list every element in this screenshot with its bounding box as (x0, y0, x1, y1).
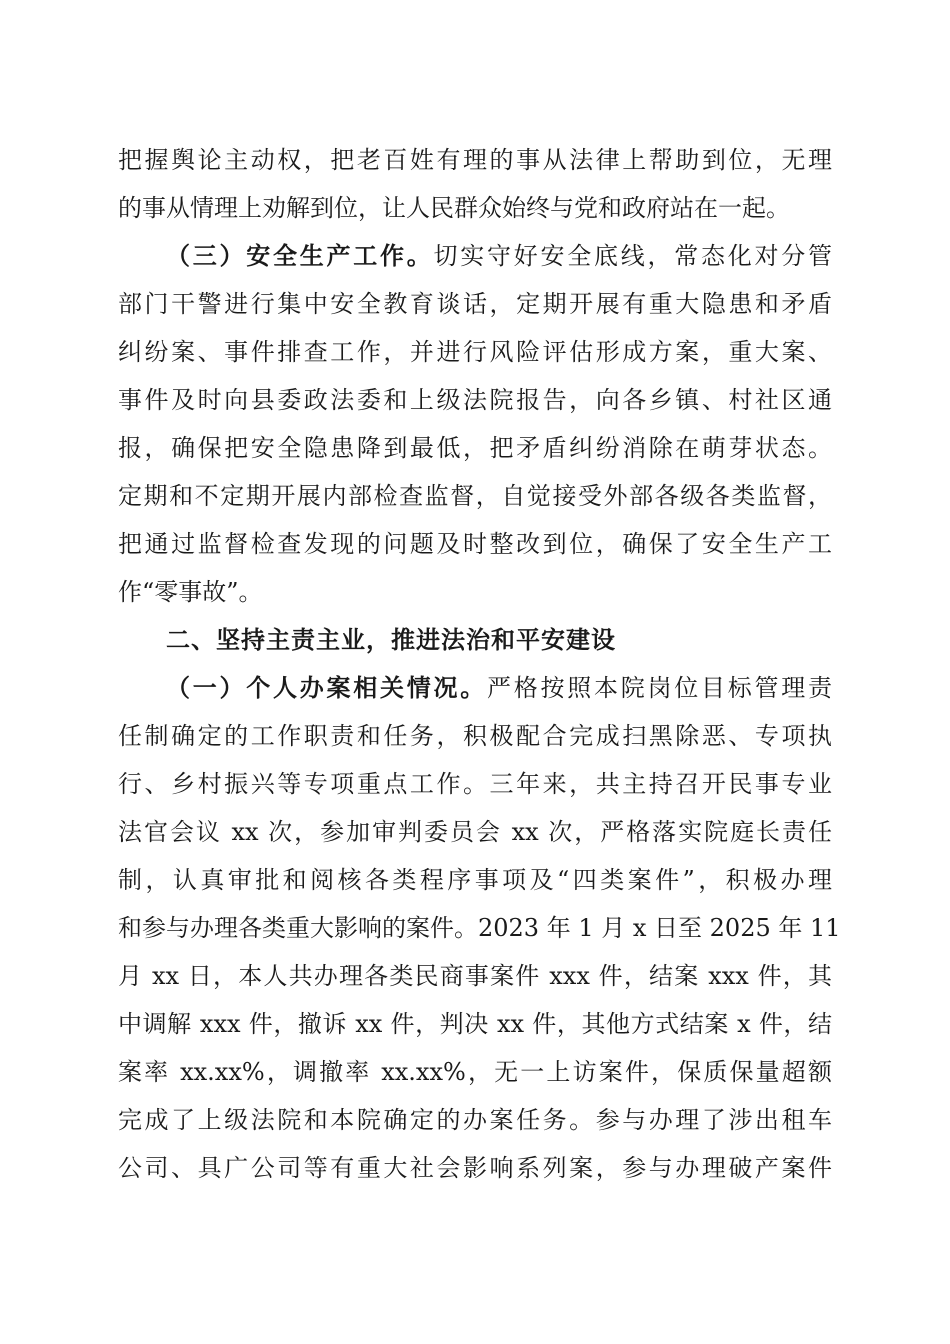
text-line: 把通过监督检查发现的问题及时整改到位，确保了安全生产工 (118, 530, 832, 558)
text-line: 任制确定的工作职责和任务，积极配合完成扫黑除恶、专项执 (118, 722, 832, 750)
paragraph-text: 切实守好安全底线，常态化对分管 (433, 242, 832, 270)
paragraph-first-line (166, 668, 832, 708)
section-heading: 二、坚持主责主业，推进法治和平安建设 (166, 626, 616, 654)
text-line: 案率 xx.xx%，调撤率 xx.xx%，无一上访案件，保质保量超额 (118, 1058, 832, 1086)
text-line: 行、乡村振兴等专项重点工作。三年来，共主持召开民事专业 (118, 770, 832, 798)
text-line: 制，认真审批和阅核各类程序事项及“四类案件”，积极办理 (118, 866, 832, 894)
paragraph-first-line (166, 236, 832, 276)
text-line: 公司、具广公司等有重大社会影响系列案，参与办理破产案件 (118, 1154, 832, 1182)
text-line: 法官会议 xx 次，参加审判委员会 xx 次，严格落实院庭长责任 (118, 818, 832, 846)
text-line: 的事从情理上劝解到位，让人民群众始终与党和政府站在一起。 (118, 194, 790, 222)
text-line: 把握舆论主动权，把老百姓有理的事从法律上帮助到位，无理 (118, 146, 832, 174)
paragraph-lead: （一）个人办案相关情况。 (166, 673, 487, 702)
text-line: 月 xx 日，本人共办理各类民商事案件 xxx 件，结案 xxx 件，其 (118, 962, 832, 990)
text-line: 部门干警进行集中安全教育谈话，定期开展有重大隐患和矛盾 (118, 290, 832, 318)
text-line: 和参与办理各类重大影响的案件。2023 年 1 月 x 日至 2025 年 11 (118, 914, 841, 942)
text-line: 中调解 xxx 件，撤诉 xx 件，判决 xx 件，其他方式结案 x 件，结 (118, 1010, 832, 1038)
text-line: 作“零事故”。 (118, 578, 263, 606)
paragraph-lead: （三）安全生产工作。 (166, 241, 434, 270)
text-line: 完成了上级法院和本院确定的办案任务。参与办理了涉出租车 (118, 1106, 832, 1134)
text-line: 定期和不定期开展内部检查监督，自觉接受外部各级各类监督， (118, 482, 832, 510)
text-line: 事件及时向县委政法委和上级法院报告，向各乡镇、村社区通 (118, 386, 832, 414)
text-line: 纠纷案、事件排查工作，并进行风险评估形成方案，重大案、 (118, 338, 832, 366)
text-line: 报，确保把安全隐患降到最低，把矛盾纠纷消除在萌芽状态。 (118, 434, 832, 462)
paragraph-text: 严格按照本院岗位目标管理责 (487, 674, 832, 702)
